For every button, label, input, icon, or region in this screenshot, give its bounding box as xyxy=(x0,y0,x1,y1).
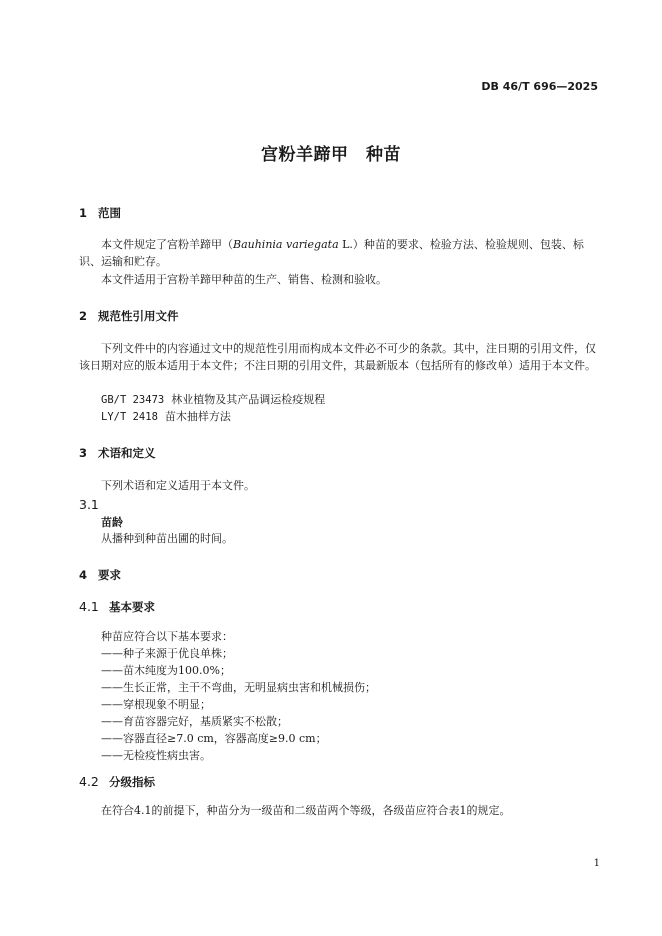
reference-code: GB/T 23473 xyxy=(101,394,165,406)
section-title: 术语和定义 xyxy=(98,446,156,460)
term-number xyxy=(79,497,109,512)
scope-paragraph-1 xyxy=(79,236,600,270)
standard-code: DB 46/T 696—2025 xyxy=(481,80,598,93)
list-item: ——无检疫性病虫害。 xyxy=(101,749,211,762)
subsection-title: 基本要求 xyxy=(109,600,155,614)
scope-paragraph-2: 本文件适用于宫粉羊蹄甲种苗的生产、销售、检测和验收。 xyxy=(101,273,387,286)
normative-paragraph: 下列文件中的内容通过文中的规范性引用而构成本文件必不可少的条款。其中，注日期的引用文件，仅该日期对应的版本适用于本文件；不注日期的引用文件，其最新版本（包括所有的修改单）适用于本文件。 xyxy=(79,342,596,372)
grading-paragraph: 在符合4.1的前提下，种苗分为一级苗和二级苗两个等级，各级苗应符合表1的规定。 xyxy=(101,804,511,817)
list-item: ——穿根现象不明显； xyxy=(101,698,211,711)
section-title: 范围 xyxy=(98,206,121,220)
terms-paragraph: 下列术语和定义适用于本文件。 xyxy=(101,479,255,492)
scope-text-a: 本文件规定了宫粉羊蹄甲（ xyxy=(101,238,233,251)
subsection-number: 4.1 xyxy=(79,599,99,614)
section-number: 3 xyxy=(79,446,88,460)
section-number: 4 xyxy=(79,568,88,582)
page-number: 1 xyxy=(593,858,600,869)
reference-item xyxy=(101,391,325,409)
section-title: 规范性引用文件 xyxy=(98,309,179,323)
subsection-title: 分级指标 xyxy=(109,775,155,789)
subsection-heading-grading xyxy=(79,774,155,790)
basic-intro: 种苗应符合以下基本要求： xyxy=(101,630,233,643)
section-heading-requirements xyxy=(79,567,121,583)
document-title: 宫粉羊蹄甲 种苗 xyxy=(261,145,401,165)
reference-title: 苗木抽样方法 xyxy=(164,410,231,423)
list-item: ——生长正常，主干不弯曲，无明显病虫害和机械损伤； xyxy=(101,681,376,694)
term-number-text: 3.1 xyxy=(79,497,99,512)
reference-title: 林业植物及其产品调运检疫规程 xyxy=(171,393,326,406)
term-name: 苗龄 xyxy=(101,516,123,529)
reference-item xyxy=(101,408,231,426)
term-definition: 从播种到种苗出圃的时间。 xyxy=(101,532,233,545)
reference-code: LY/T 2418 xyxy=(101,411,158,423)
section-heading-scope xyxy=(79,205,121,221)
section-heading-terms xyxy=(79,445,156,461)
scope-text-b: L.）种苗的要求、检验方法、检验规则、包装、标识、运输和贮存。 xyxy=(79,238,584,268)
section-number: 1 xyxy=(79,206,88,220)
list-item: ——育苗容器完好，基质紧实不松散； xyxy=(101,715,288,728)
list-item: ——苗木纯度为100.0%； xyxy=(101,664,231,677)
subsection-number: 4.2 xyxy=(79,774,99,789)
subsection-heading-basic xyxy=(79,599,155,615)
latin-name: Bauhinia variegata xyxy=(233,238,339,251)
list-item: ——容器直径≥7.0 cm，容器高度≥9.0 cm； xyxy=(101,732,327,745)
section-heading-normative xyxy=(79,308,179,324)
section-title: 要求 xyxy=(98,568,121,582)
section-number: 2 xyxy=(79,309,88,323)
list-item: ——种子来源于优良单株； xyxy=(101,647,233,660)
